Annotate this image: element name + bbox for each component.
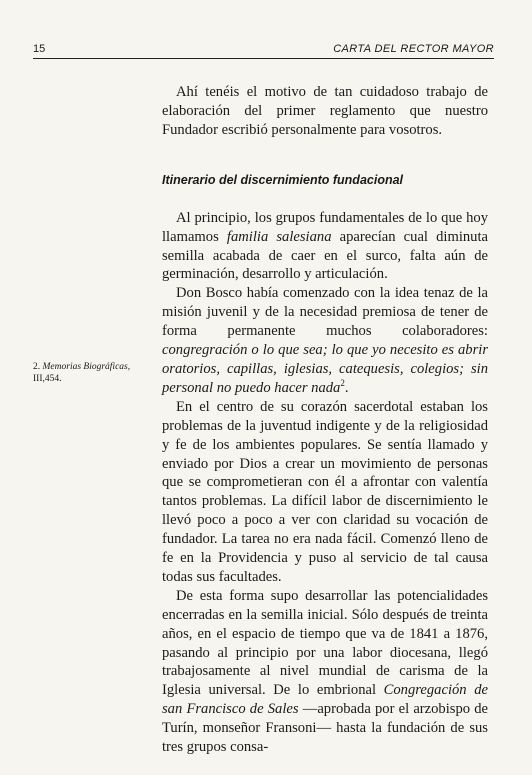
paragraph-2	[162, 284, 488, 397]
paragraph-4	[162, 587, 488, 757]
paragraph-2-text-b: .	[344, 379, 349, 396]
paragraph-2-text-a: Don Bosco había comenzado con la idea tenaz de la misión juvenil y de la necesidad premiosa de tener de forma permanente muchos colaboradores:	[162, 285, 488, 340]
footnote	[33, 361, 145, 385]
footnote-reference: III,454.	[33, 374, 62, 384]
main-text	[162, 83, 488, 757]
footnote-ref: 2	[340, 378, 345, 389]
section-heading: Itinerario del discernimiento fundacional	[162, 172, 404, 187]
running-header	[33, 43, 494, 59]
running-title: CARTA DEL RECTOR MAYOR	[333, 43, 494, 55]
paragraph-1-text-a: Al principio, los grupos fundamentales de lo que hoy llamamos	[162, 209, 488, 245]
paragraph-4-text-b: —aprobada por el arzobispo de Turín, monseñor Fransoni— hasta la fundación de sus tres grupos consa-	[162, 701, 489, 756]
paragraph-1	[162, 209, 488, 285]
footnote-title: Memorias Biográficas,	[42, 362, 131, 372]
footnote-number: 2.	[33, 362, 41, 372]
paragraph-4-italic: Congregación de san Francisco de Sales	[162, 682, 488, 718]
page-number: 15	[33, 43, 46, 55]
paragraph-2-quote: congregración o lo que sea; lo que yo necesito es abrir oratorios, capillas, iglesias, catequesis, colegios; sin personal no puedo hacer nada	[162, 342, 488, 396]
intro-paragraph: Ahí tenéis el motivo de tan cuidadoso trabajo de elaboración del primer reglamento que nuestro Fundador escribió personalmente para vosotros.	[162, 84, 488, 138]
paragraph-3: En el centro de su corazón sacerdotal estaban los problemas de la juventud indigente y de la religiosidad y fe de los ambientes populares. Se sentía llamado y enviado por Dios a crear un movimiento de personas que se comprometieran con él a afrontar con valentía tantos problemas. La difícil labor de discernimiento le llevó poco a poco a ver con claridad su vocación de fundador. La tarea no era nada fácil. Comenzó lleno de fe en la Providencia y puso al servicio de tal causa todas sus facultades.	[162, 398, 488, 585]
paragraph-4-text-a: De esta forma supo desarrollar las potencialidades encerradas en la semilla inicial. Sólo después de treinta años, en el espacio de tiempo que va de 1841 a 1876, pasando al principio por una labor diocesana, llegó trabajosamente al nivel mundial de carisma de la Iglesia universal. De lo embrional	[162, 587, 488, 699]
paragraph-1-text-b: aparecían cual diminuta semilla acabada de caer en el surco, falta aún de germinación, desarrollo y articulación.	[162, 228, 488, 283]
paragraph-1-italic: familia salesiana	[226, 228, 332, 245]
